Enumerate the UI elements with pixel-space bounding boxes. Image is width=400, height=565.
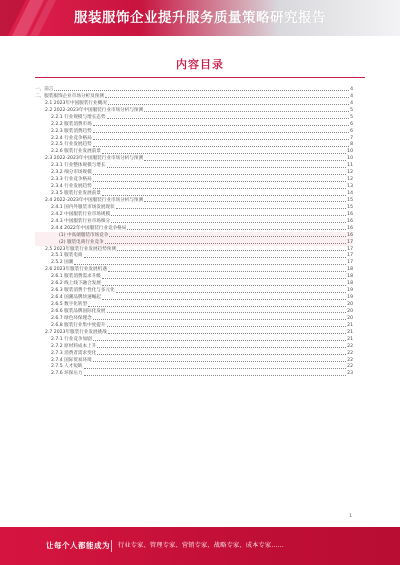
toc-entry[interactable] [35, 100, 353, 107]
toc-entry[interactable] [35, 350, 353, 357]
toc-entry-page: 20 [347, 315, 353, 321]
toc-leader-dots [102, 299, 346, 300]
toc-entry-page: 6 [350, 121, 353, 127]
footer-tagline: 行业专家、管理专家、营销专家、战略专家、成本专家…… [118, 542, 285, 549]
toc-leader-dots [144, 111, 349, 112]
toc-entry-title: 2.2.5 行业发展趋势 [51, 142, 92, 148]
toc-entry-page: 5 [350, 107, 353, 113]
toc-heading: 内容目录 [176, 58, 224, 71]
footer-slogan: 让每个人都能成为 [46, 541, 110, 550]
toc-leader-dots [84, 368, 347, 369]
toc-entry-title: 2.6.5 数字化转型 [51, 302, 88, 307]
toc-entry-title: 2.4.2 中国服装行业市场规模 [51, 211, 111, 217]
toc-entry-page: 14 [347, 191, 353, 196]
toc-entry-page: 16 [347, 211, 353, 217]
toc-entry-page: 4 [350, 93, 353, 99]
toc-entry-page: 23 [347, 371, 353, 377]
toc-leader-dots [93, 139, 349, 140]
toc-leader-dots [108, 333, 346, 334]
toc-leader-dots [107, 118, 350, 119]
toc-leader-dots [102, 195, 346, 196]
toc-entry-page: 22 [347, 364, 353, 370]
toc-leader-dots [74, 264, 346, 265]
toc-entry-page: 18 [347, 281, 353, 287]
toc-entry[interactable] [35, 128, 353, 135]
toc-entry[interactable] [35, 135, 353, 142]
toc-entry[interactable] [35, 176, 353, 183]
toc-leader-dots [93, 146, 349, 147]
toc-entry[interactable] [35, 169, 353, 176]
toc-leader-dots [107, 326, 347, 327]
toc-entry-title: 2.7.4 国际贸易环境 [51, 357, 92, 363]
toc-entry[interactable] [35, 114, 353, 121]
toc-entry-title: 2.4.1 国内外服装市场发展现状 [51, 204, 115, 210]
toc-entry[interactable] [35, 280, 353, 287]
toc-entry-title: 2.3.4 行业发展趋势 [51, 184, 92, 190]
toc-entry[interactable] [35, 336, 353, 343]
toc-entry-title: 2.2.3 服装消费趋势 [51, 128, 92, 134]
toc-leader-dots [88, 306, 346, 307]
toc-entry-title: 2.3.1 行业整体规模与增长 [51, 163, 106, 169]
toc-leader-dots [144, 160, 346, 161]
toc-entry[interactable] [35, 308, 353, 315]
toc-entry-title: 2.2.1 行业规模与增长态势 [51, 114, 106, 120]
toc-entry-title: 2.6.3 服装消费个性化与多元化 [51, 288, 115, 294]
toc-entry-page: 10 [347, 149, 353, 155]
toc-leader-dots [97, 354, 346, 355]
toc-leader-dots [117, 250, 346, 251]
toc-entry[interactable] [35, 287, 353, 294]
page-number: 1 [349, 514, 352, 519]
toc-entry-page: 16 [347, 225, 353, 231]
toc-entry-page: 17 [347, 239, 353, 245]
toc-entry[interactable] [35, 142, 353, 149]
toc-entry-title: 2.6.2 线上线下融合发展 [51, 281, 101, 287]
toc-entry-title: 2.2.4 行业竞争格局 [51, 135, 92, 141]
toc-leader-dots [93, 340, 346, 341]
toc-entry-page: 6 [350, 128, 353, 134]
toc-entry[interactable] [35, 259, 353, 266]
toc-entry-title: 2.6.1 服装消费需求升级 [51, 274, 101, 280]
toc-entry-title: 2.3 2022-2023年中国服装行业市场分析与预测 [45, 156, 144, 162]
toc-entry[interactable] [35, 294, 353, 301]
toc-leader-dots [108, 271, 346, 272]
toc-entry-page: 12 [347, 170, 353, 176]
toc-entry[interactable] [35, 232, 353, 239]
toc-entry-page: 7 [350, 135, 353, 141]
toc-leader-dots [93, 361, 346, 362]
toc-entry[interactable] [35, 218, 353, 225]
toc-entry[interactable] [35, 315, 353, 322]
toc-leader-dots [93, 125, 349, 126]
toc-entry-page: 17 [347, 260, 353, 266]
toc-entry[interactable] [35, 253, 353, 260]
toc-entry[interactable] [35, 329, 353, 336]
toc-entry-title: 2.7.3 消费者需求变化 [51, 350, 97, 356]
toc-entry-title: 2.6 2023年服装行业发展机遇 [45, 267, 107, 273]
toc-entry[interactable] [35, 197, 353, 204]
toc-entry-title: (2) 服装电商行业竞争 [59, 239, 104, 245]
toc-entry-title: 一、前言 [35, 86, 54, 92]
toc-entry-page: 12 [347, 177, 353, 183]
toc-leader-dots [84, 375, 347, 376]
toc-leader-dots [93, 132, 349, 133]
toc-entry-page: 22 [347, 350, 353, 356]
toc-entry-title: 2.6.7 绿色环保理念 [51, 315, 92, 321]
page-header [0, 0, 400, 36]
table-of-contents [35, 86, 353, 377]
toc-entry-title: 2.7.1 行业竞争加剧 [51, 336, 92, 342]
toc-entry-page: 18 [347, 274, 353, 280]
toc-leader-dots [111, 215, 346, 216]
toc-entry[interactable] [35, 266, 353, 273]
toc-entry[interactable] [35, 162, 353, 169]
toc-entry-title: 2.6.8 服装行业集中度提升 [51, 322, 106, 328]
toc-entry-page: 20 [347, 302, 353, 307]
toc-entry-page: 17 [347, 246, 353, 252]
toc-entry-title: 2.3.5 服装行业发展前景 [51, 191, 101, 196]
toc-entry[interactable] [35, 239, 353, 246]
toc-leader-dots [144, 201, 346, 202]
toc-leader-dots [102, 278, 346, 279]
toc-leader-dots [127, 229, 346, 230]
toc-entry-page: 10 [347, 156, 353, 162]
toc-entry-title: 2.5.1 服装电商 [51, 253, 83, 259]
toc-leader-dots [116, 208, 346, 209]
toc-entry-title: 2.2 2022-2023年中国服装行业市场分析与预测 [45, 107, 144, 113]
toc-entry-title: 2.4 2022-2023年中国服装行业市场分析与预测 [45, 197, 144, 203]
toc-entry-page: 15 [347, 197, 353, 203]
toc-entry[interactable] [35, 357, 353, 364]
toc-entry[interactable] [35, 246, 353, 253]
toc-entry-page: 22 [347, 343, 353, 349]
toc-entry-title: 2.6.4 国潮品牌快速崛起 [51, 295, 101, 301]
toc-entry-title: 2.2.2 服装消费市场 [51, 121, 92, 127]
toc-entry-page: 16 [347, 232, 353, 238]
page-footer [0, 527, 400, 565]
toc-entry-page: 20 [347, 308, 353, 314]
toc-entry[interactable] [35, 343, 353, 350]
toc-entry-title: 2.7.5 人才短缺 [51, 364, 83, 370]
toc-entry[interactable] [35, 93, 353, 100]
toc-entry-title: 2.4.4 2022年中国服装行业竞争格局 [51, 225, 127, 231]
toc-entry-page: 21 [347, 329, 353, 335]
toc-entry-title: 2.7 2023年服装行业发展挑战 [45, 329, 107, 335]
toc-entry-page: 16 [347, 218, 353, 224]
toc-leader-dots [111, 222, 346, 223]
toc-entry-title: 2.7.2 原材料成本上升 [51, 343, 97, 349]
toc-entry[interactable] [35, 148, 353, 155]
footer-divider [111, 540, 112, 552]
toc-entry[interactable] [35, 211, 353, 218]
toc-entry-page: 21 [347, 336, 353, 342]
toc-entry-page: 17 [347, 253, 353, 259]
toc-leader-dots [107, 312, 347, 313]
toc-leader-dots [105, 97, 349, 98]
report-title: 服装服饰企业提升服务质量策略研究报告 [74, 10, 326, 26]
toc-leader-dots [108, 104, 349, 105]
toc-entry-page: 15 [347, 204, 353, 210]
toc-entry-page: 18 [347, 267, 353, 273]
toc-entry-page: 8 [350, 142, 353, 148]
toc-leader-dots [107, 167, 347, 168]
toc-entry-title: 2.5.2 国潮 [51, 260, 74, 266]
toc-entry-title: 2.3.2 细分市场规模 [51, 170, 92, 176]
toc-entry[interactable] [35, 225, 353, 232]
toc-entry[interactable] [35, 183, 353, 190]
toc-entry-title: 2.1 2023年中国服装行业概况 [45, 100, 107, 106]
toc-entry-title: 2.6.6 服装品牌国际化发展 [51, 308, 106, 314]
toc-entry-page: 22 [347, 357, 353, 363]
toc-entry-page: 11 [347, 163, 353, 169]
toc-leader-dots [54, 90, 349, 91]
toc-entry-page: 5 [350, 114, 353, 120]
toc-entry-page: 19 [347, 295, 353, 301]
toc-entry[interactable] [35, 370, 353, 377]
toc-entry[interactable] [35, 121, 353, 128]
toc-entry[interactable] [35, 107, 353, 114]
toc-leader-dots [97, 347, 346, 348]
toc-leader-dots [109, 236, 346, 237]
toc-divider [35, 77, 365, 78]
toc-entry-title: 2.5 2023年服装行业发展趋势预测 [45, 246, 116, 252]
toc-entry-page: 4 [350, 86, 353, 92]
toc-leader-dots [93, 174, 346, 175]
toc-entry[interactable] [35, 301, 353, 308]
toc-leader-dots [84, 257, 347, 258]
toc-entry[interactable] [35, 204, 353, 211]
toc-leader-dots [105, 243, 346, 244]
toc-leader-dots [102, 153, 346, 154]
toc-entry[interactable] [35, 86, 353, 93]
toc-leader-dots [93, 181, 346, 182]
toc-entry-page: 21 [347, 322, 353, 328]
toc-entry[interactable] [35, 322, 353, 329]
toc-leader-dots [93, 319, 346, 320]
toc-entry-title: 二、服装服饰企业市场分析及预测 [35, 93, 104, 99]
toc-entry-title: 2.4.3 中国服装行业市场细分 [51, 218, 111, 224]
toc-entry[interactable] [35, 155, 353, 162]
toc-entry[interactable] [35, 273, 353, 280]
toc-entry[interactable] [35, 190, 353, 197]
toc-entry-title: 2.7.6 环保压力 [51, 371, 83, 377]
toc-leader-dots [102, 285, 346, 286]
toc-leader-dots [93, 188, 346, 189]
toc-entry-page: 4 [350, 100, 353, 106]
toc-entry-title: 2.3.3 行业竞争格局 [51, 177, 92, 183]
toc-entry-title: 2.2.6 服装行业发展前景 [51, 149, 101, 155]
toc-entry[interactable] [35, 364, 353, 371]
toc-entry-title: (1) 中高端服装市场竞争 [59, 232, 109, 238]
toc-entry-page: 19 [347, 288, 353, 294]
toc-leader-dots [116, 292, 346, 293]
toc-entry-page: 13 [347, 184, 353, 190]
